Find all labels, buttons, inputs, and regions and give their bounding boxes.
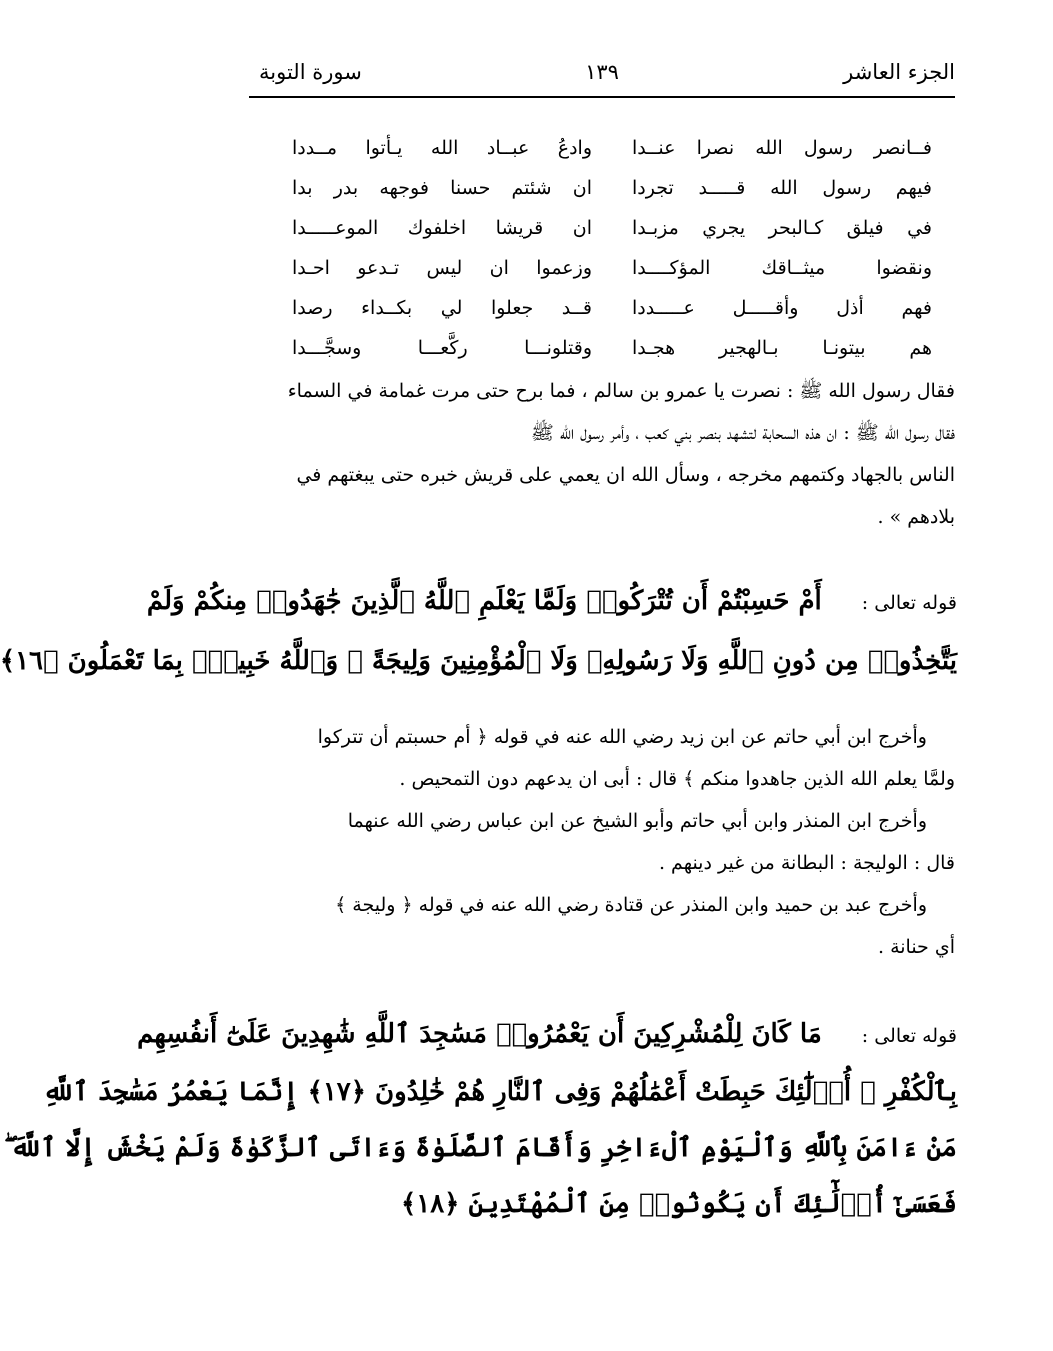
page-number: ١٣٩: [585, 60, 619, 84]
verse-line: يَتَّخِذُوا۟ مِن دُونِ ٱللَّهِ وَلَا رَسُولِهِۦ وَلَا ٱلْمُؤْمِنِينَ وَلِيجَةً ۚ وَٱللَّهُ خَبِيرٌۢ بِمَا تَعْمَلُونَ ﴿١٦﴾: [0, 646, 957, 676]
verse-lead-label: قوله تعالى :: [861, 592, 957, 614]
page-header: [249, 52, 955, 98]
text-line: فقال رسول الله ﷺ : ان هذه السحابة لتشهد بنصر بني كعب ، وأمر رسول الله ﷺ: [530, 422, 955, 444]
poem-second-hemistich: ان قريشا اخلفوك الموعـــــدا: [292, 217, 592, 239]
poem-verse: [292, 208, 932, 248]
verse-lead-label: قوله تعالى :: [861, 1025, 957, 1047]
verse-line: فَعَسَىٰٓ أُو۟لَٰٓئِكَ أَن يَكُونُوا۟ مِنَ ٱلْمُهْتَدِينَ ﴿١٨﴾: [401, 1189, 957, 1219]
text-line: الناس بالجهاد وكتمهم مخرجه ، وسأل الله ان يعمي على قريش خبره حتى يبغتهم في: [296, 464, 955, 486]
poem-verse: [292, 328, 932, 368]
poem-second-hemistich: ان شئتم حسنا فوجهه بدر بدا: [292, 177, 592, 199]
text-line: وأخرج ابن المنذر وابن أبي حاتم وأبو الشيخ عن ابن عباس رضي الله عنهما: [347, 810, 927, 832]
verse-line: [137, 1006, 957, 1064]
poem-verse: [292, 288, 932, 328]
verse-text: أَمْ حَسِبْتُمْ أَن تُتْرَكُوا۟ وَلَمَّا يَعْلَمِ ٱللَّهُ ٱلَّذِينَ جَٰهَدُوا۟ مِنكُمْ وَلَمْ: [146, 586, 822, 616]
poem-first-hemistich: فيهم رسول الله قـــــد تجردا: [632, 177, 932, 199]
quran-verse-block: [3, 1006, 957, 1232]
poem-second-hemistich: وقتلونـــا ركَّعـــا وسجَّـــدا: [292, 337, 592, 359]
poem-second-hemistich: وادعُ عبــاد الله يـأتوا مــددا: [292, 137, 592, 159]
text-line: وأخرج ابن أبي حاتم عن ابن زيد رضي الله عنه في قوله ﴿ أم حسبتم أن تتركوا: [317, 726, 927, 748]
verse-text: مَا كَانَ لِلْمُشْرِكِينَ أَن يَعْمُرُوا۟ مَسَٰجِدَ ٱللَّهِ شَٰهِدِينَ عَلَىٰٓ أَنفُسِهِم: [137, 1019, 822, 1049]
text-line: وأخرج عبد بن حميد وابن المنذر عن قتادة رضي الله عنه في قوله ﴿ وليجة ﴾: [335, 894, 927, 916]
text-line: ولمَّا يعلم الله الذين جاهدوا منكم ﴾ قال : أبى ان يدعهم دون التمحيص .: [399, 768, 955, 790]
poem-first-hemistich: في فيلق كـالبحر يجري مزبـدا: [632, 217, 932, 239]
quran-verse-block: [0, 572, 957, 690]
poem-block: [292, 128, 932, 368]
verse-line: بِٱلْكُفْرِ ۚ أُو۟لَٰٓئِكَ حَبِطَتْ أَعْمَٰلُهُمْ وَفِى ٱلنَّارِ هُمْ خَٰلِدُونَ ﴿١٧﴾ إِنَّمَا يَعْمُرُ مَسَٰجِدَ ٱللَّهِ: [42, 1077, 957, 1107]
text-line: أي حنانة .: [877, 936, 955, 958]
poem-verse: [292, 128, 932, 168]
poem-verse: [292, 168, 932, 208]
verse-line: مَنْ ءَامَنَ بِٱللَّهِ وَٱلْيَوْمِ ٱلْءَاخِرِ وَأَقَامَ ٱلصَّلَوٰةَ وَءَاتَى ٱلزَّكَوٰةَ وَلَمْ يَخْشَ إِلَّا ٱللَّهَ ۖ: [3, 1133, 957, 1163]
poem-first-hemistich: فــانصر رسول الله نصرا عنــدا: [632, 137, 932, 159]
commentary-block: [257, 716, 955, 968]
poem-first-hemistich: فهم أذل وأقـــــل عـــــددا: [632, 297, 932, 319]
text-line: فقال رسول الله ﷺ : نصرت يا عمرو بن سالم ، فما برح حتى مرت غمامة في السماء: [287, 380, 955, 402]
surah-label: سورة التوبة: [259, 60, 362, 84]
poem-first-hemistich: هم بيتونـا بـالهجير هجـدا: [632, 337, 932, 359]
poem-second-hemistich: قــد جعلوا لي بكــداء رصدا: [292, 297, 592, 319]
narrative-paragraph: [257, 370, 955, 538]
juz-label: الجزء العاشر: [843, 60, 955, 84]
poem-second-hemistich: وزعموا ان ليس تـدعو احـدا: [292, 257, 592, 279]
text-line: بلادهم » .: [877, 506, 955, 528]
poem-verse: [292, 248, 932, 288]
verse-line: [146, 572, 957, 632]
text-line: قال : الوليجة : البطانة من غير دينهم .: [658, 852, 955, 874]
poem-first-hemistich: ونقضوا ميثــاقك المؤكــــدا: [632, 257, 932, 279]
